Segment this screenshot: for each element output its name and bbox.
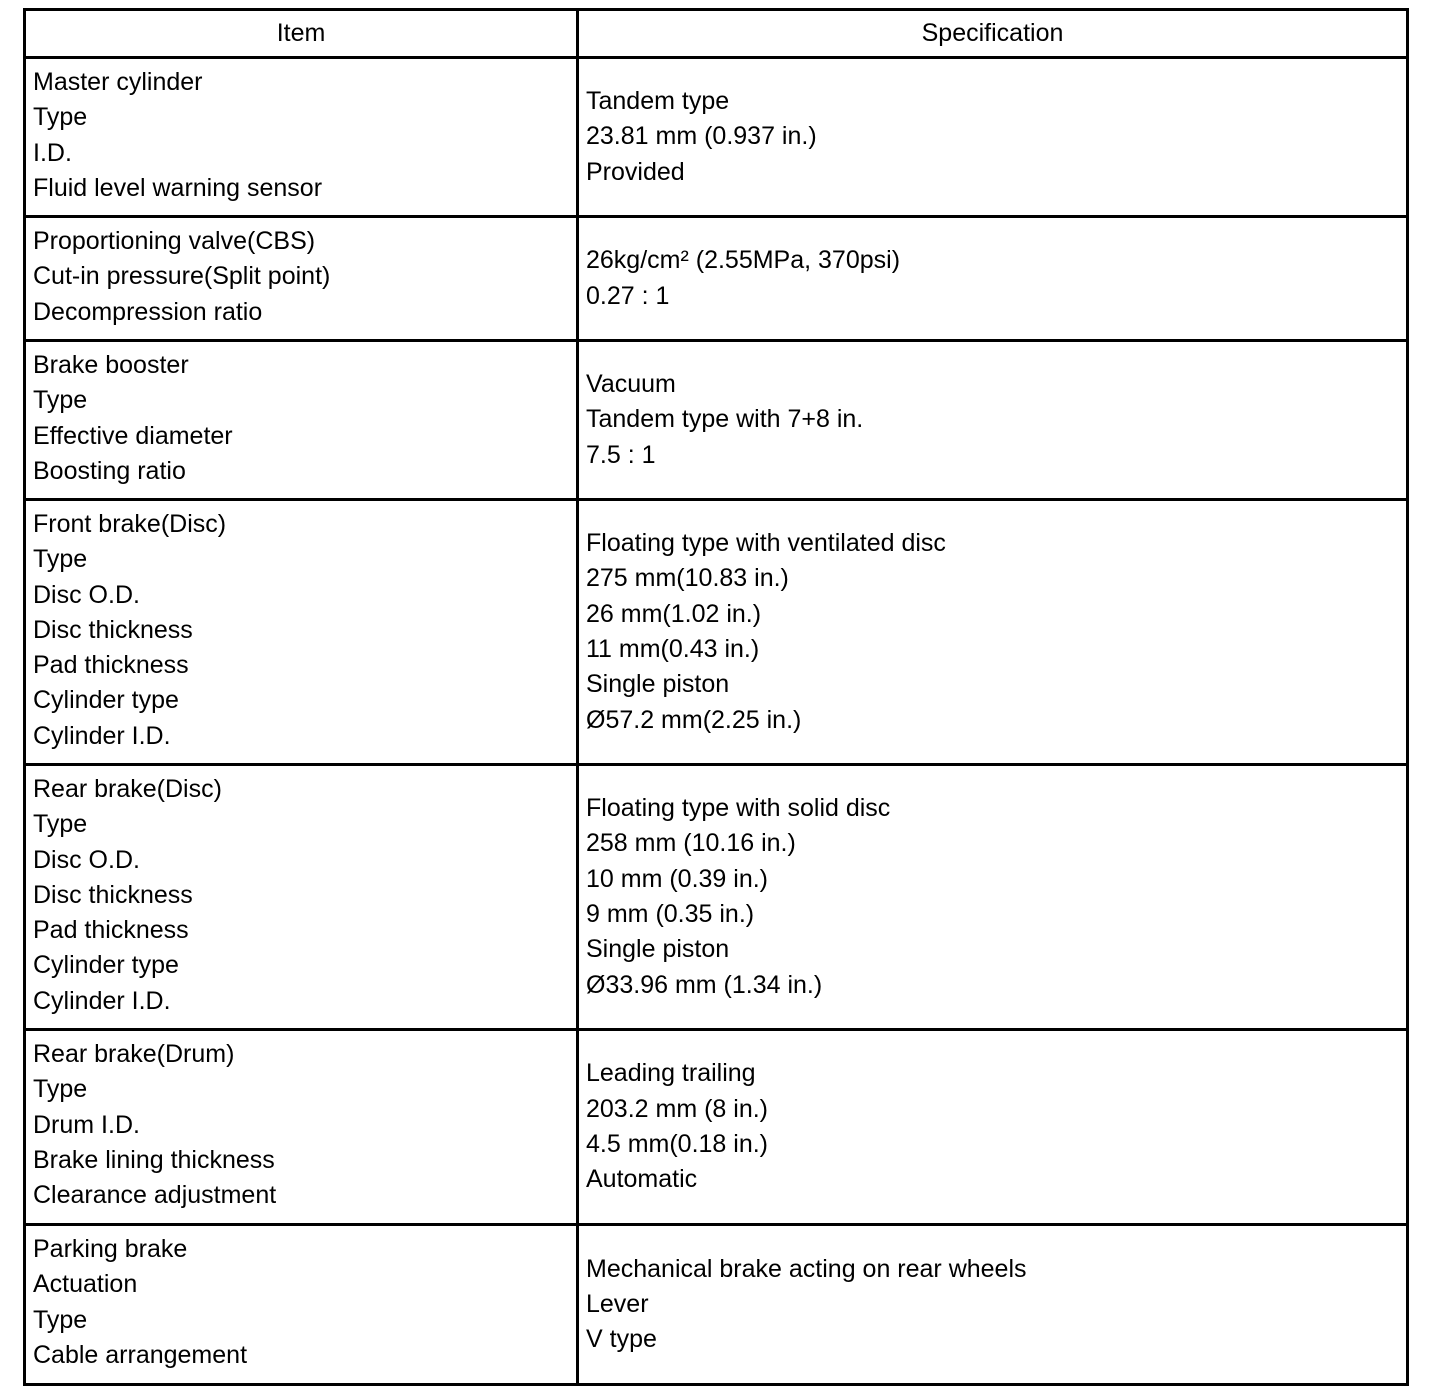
spec-line: 10 mm (0.39 in.) [586, 864, 769, 893]
spec-line: Vacuum [586, 370, 676, 399]
spec-line: 7.5 : 1 [586, 440, 656, 469]
item-line: Decompression ratio [33, 297, 263, 326]
spec-line: Ø57.2 mm(2.25 in.) [586, 705, 802, 734]
item-line: Rear brake(Drum) [33, 1040, 235, 1068]
item-line: Cylinder I.D. [33, 721, 171, 750]
spec-line: Provided [586, 157, 685, 186]
spec-line: 4.5 mm(0.18 in.) [586, 1130, 769, 1158]
spec-line: Leading trailing [586, 1059, 756, 1088]
item-line: Type [33, 386, 88, 415]
specification-cell [578, 765, 1408, 1030]
spec-line: 258 mm (10.16 in.) [586, 829, 796, 858]
table-row [25, 500, 1408, 765]
column-header-specification: Specification [578, 10, 1408, 58]
item-line: Proportioning valve(CBS) [33, 227, 316, 255]
spec-line: V type [586, 1325, 657, 1354]
item-line: Cut-in pressure(Split point) [33, 262, 331, 291]
table-row [25, 58, 1408, 217]
item-cell [25, 765, 578, 1030]
item-line: Disc O.D. [33, 845, 140, 874]
item-cell [25, 1225, 578, 1385]
item-cell [25, 500, 578, 765]
spec-line: 23.81 mm (0.937 in.) [586, 122, 817, 151]
item-line: Type [33, 1075, 88, 1104]
item-line: Front brake(Disc) [33, 510, 227, 538]
item-line: Clearance adjustment [33, 1181, 277, 1210]
item-cell [25, 341, 578, 500]
item-line: Disc thickness [33, 880, 193, 909]
item-line: Pad thickness [33, 916, 189, 945]
item-line: Actuation [33, 1270, 138, 1299]
specification-cell [578, 500, 1408, 765]
spec-line: Tandem type [586, 87, 730, 116]
spec-line: Single piston [586, 935, 730, 964]
spec-line: 26kg/cm² (2.55MPa, 370psi) [586, 246, 901, 275]
item-line: Type [33, 810, 88, 839]
table-row [25, 1225, 1408, 1385]
item-line: Cylinder I.D. [33, 986, 171, 1015]
table-row [25, 765, 1408, 1030]
spec-line: Automatic [586, 1165, 698, 1194]
item-line: Master cylinder [33, 68, 203, 96]
spec-line: Tandem type with 7+8 in. [586, 405, 864, 434]
spec-line: 0.27 : 1 [586, 281, 670, 310]
item-cell [25, 1030, 578, 1225]
spec-line: Mechanical brake acting on rear wheels [586, 1254, 1027, 1283]
item-line: Disc O.D. [33, 580, 140, 609]
specification-cell [578, 341, 1408, 500]
spec-line: 203.2 mm (8 in.) [586, 1094, 769, 1123]
item-line: Rear brake(Disc) [33, 775, 222, 803]
spec-line: 275 mm(10.83 in.) [586, 564, 789, 593]
item-line: Brake lining thickness [33, 1145, 275, 1174]
spec-line: Ø33.96 mm (1.34 in.) [586, 970, 823, 999]
item-line: Cylinder type [33, 686, 179, 715]
item-line: Boosting ratio [33, 456, 186, 485]
item-line: Cable arrangement [33, 1340, 248, 1369]
specification-cell [578, 217, 1408, 341]
table-row [25, 217, 1408, 341]
spec-line: Lever [586, 1289, 649, 1318]
spec-line: 26 mm(1.02 in.) [586, 599, 762, 628]
item-line: Disc thickness [33, 615, 193, 644]
spec-line: Single piston [586, 670, 730, 699]
item-line: Fluid level warning sensor [33, 173, 323, 202]
spec-line: 11 mm(0.43 in.) [586, 635, 760, 663]
item-line: Cylinder type [33, 951, 179, 980]
item-line: Drum I.D. [33, 1110, 140, 1139]
spec-line: Floating type with solid disc [586, 794, 891, 823]
item-cell [25, 217, 578, 341]
item-line: Effective diameter [33, 421, 233, 450]
item-line: Parking brake [33, 1235, 188, 1263]
item-line: Type [33, 103, 88, 132]
specification-cell [578, 1225, 1408, 1385]
spec-line: Floating type with ventilated disc [586, 529, 946, 558]
item-line: Type [33, 1305, 88, 1334]
spec-line: 9 mm (0.35 in.) [586, 900, 755, 928]
specification-cell [578, 58, 1408, 217]
brake-specification-table [23, 8, 1409, 1386]
table-row [25, 341, 1408, 500]
item-cell [25, 58, 578, 217]
specification-cell [578, 1030, 1408, 1225]
table-header-row [25, 10, 1408, 58]
column-header-item: Item [25, 10, 578, 58]
item-line: I.D. [33, 138, 72, 167]
table-row [25, 1030, 1408, 1225]
item-line: Pad thickness [33, 651, 189, 680]
item-line: Type [33, 545, 88, 574]
item-line: Brake booster [33, 351, 189, 379]
